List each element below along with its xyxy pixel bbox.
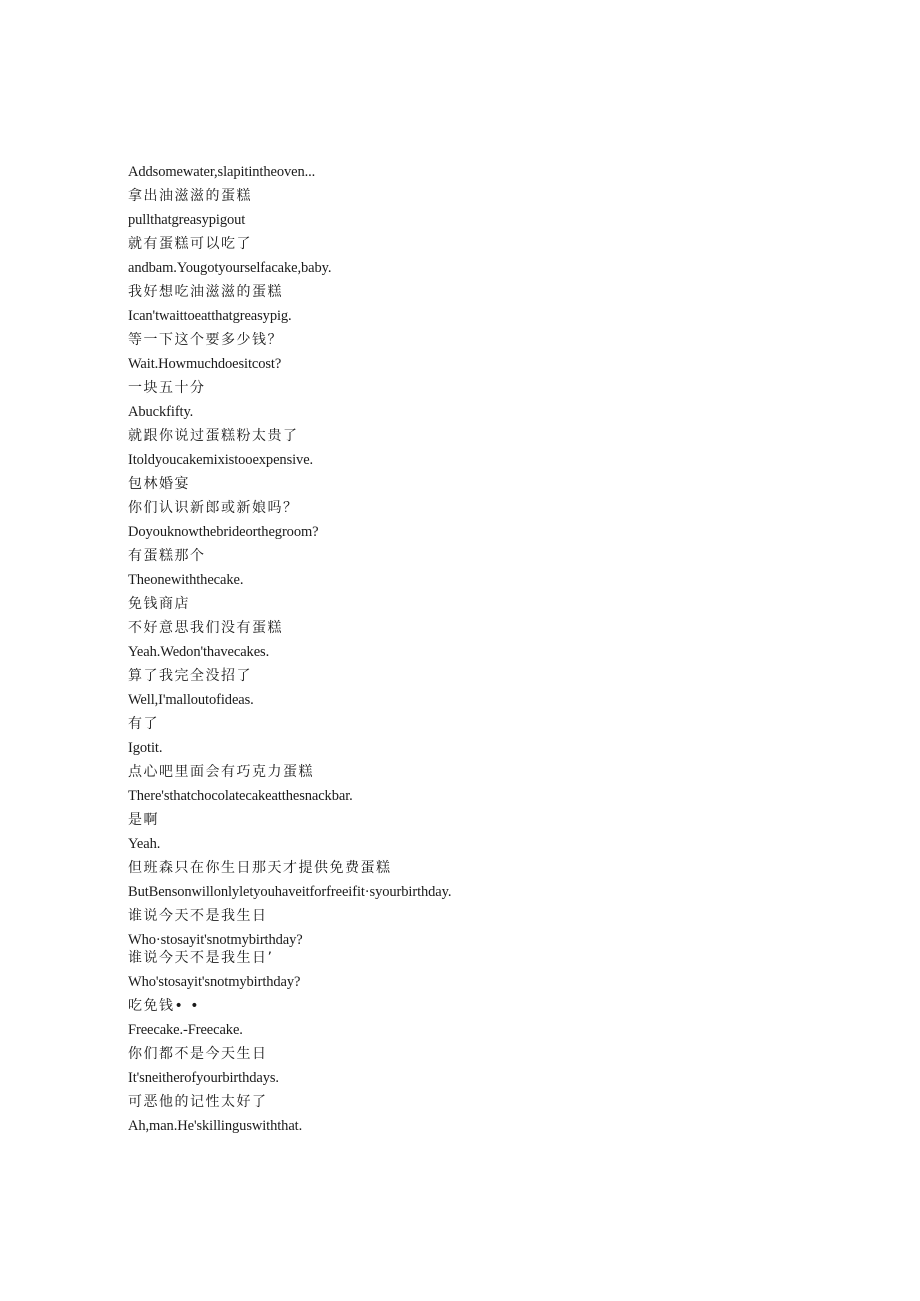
transcript-line: 等一下这个要多少钱？	[128, 332, 283, 348]
transcript-line: Freecake.-Freecake.	[128, 1022, 243, 1038]
transcript-line: 算了我完全没招了	[128, 668, 252, 684]
transcript-line: Wait.Howmuchdoesitcost?	[128, 356, 282, 372]
transcript-line: ButBensonwillonlyletyouhaveitforfreeifit·syourbirthday.	[128, 884, 452, 900]
transcript-line: 一块五十分	[128, 380, 206, 396]
transcript-line: Yeah.Wedon'thavecakes.	[128, 644, 270, 660]
transcript-line: 是啊	[128, 812, 159, 828]
transcript-line: Who'stosayit'snotmybirthday?	[128, 974, 301, 990]
transcript-line: 可恶他的记性太好了	[128, 1094, 268, 1110]
subtitle-transcript	[128, 163, 888, 1141]
transcript-line: 但班森只在你生日那天才提供免费蛋糕	[128, 860, 392, 876]
transcript-line: 点心吧里面会有巧克力蛋糕	[128, 764, 314, 780]
transcript-line: 就有蛋糕可以吃了	[128, 236, 252, 252]
transcript-line: 谁说今天不是我生日’	[128, 950, 274, 966]
transcript-line: Yeah.	[128, 836, 161, 852]
transcript-line: andbam.Yougotyourselfacake,baby.	[128, 260, 332, 276]
transcript-line: It'sneitherofyourbirthdays.	[128, 1070, 279, 1086]
transcript-line: 你们都不是今天生日	[128, 1046, 268, 1062]
transcript-line: Doyouknowthebrideorthegroom?	[128, 524, 319, 540]
transcript-line: 你们认识新郎或新娘吗？	[128, 500, 299, 516]
transcript-line: Abuckfifty.	[128, 404, 194, 420]
transcript-line: 谁说今天不是我生日	[128, 908, 268, 924]
transcript-line: 就跟你说过蛋糕粉太贵了	[128, 428, 299, 444]
transcript-line: Itoldyoucakemixistooexpensive.	[128, 452, 314, 468]
transcript-line: Well,I'malloutofideas.	[128, 692, 254, 708]
transcript-line: Ican'twaittoeatthatgreasypig.	[128, 308, 292, 324]
transcript-line: Ah,man.He'skillinguswiththat.	[128, 1118, 303, 1134]
transcript-line: Addsomewater,slapitintheoven...	[128, 164, 316, 180]
transcript-line: 免钱商店	[128, 596, 190, 612]
transcript-line: 包林婚宴	[128, 476, 190, 492]
transcript-line: 有了	[128, 716, 159, 732]
transcript-line: Who·stosayit'snotmybirthday?	[128, 932, 303, 948]
transcript-line: pullthatgreasypigout	[128, 212, 246, 228]
transcript-line: Igotit.	[128, 740, 163, 756]
transcript-line: 我好想吃油滋滋的蛋糕	[128, 284, 283, 300]
transcript-line: Theonewiththecake.	[128, 572, 244, 588]
transcript-line: There'sthatchocolatecakeatthesnackbar.	[128, 788, 353, 804]
transcript-line: 有蛋糕那个	[128, 548, 206, 564]
transcript-line: 不好意思我们没有蛋糕	[128, 620, 283, 636]
transcript-line: 吃免钱• •	[128, 998, 200, 1014]
transcript-line: 拿出油滋滋的蛋糕	[128, 188, 252, 204]
